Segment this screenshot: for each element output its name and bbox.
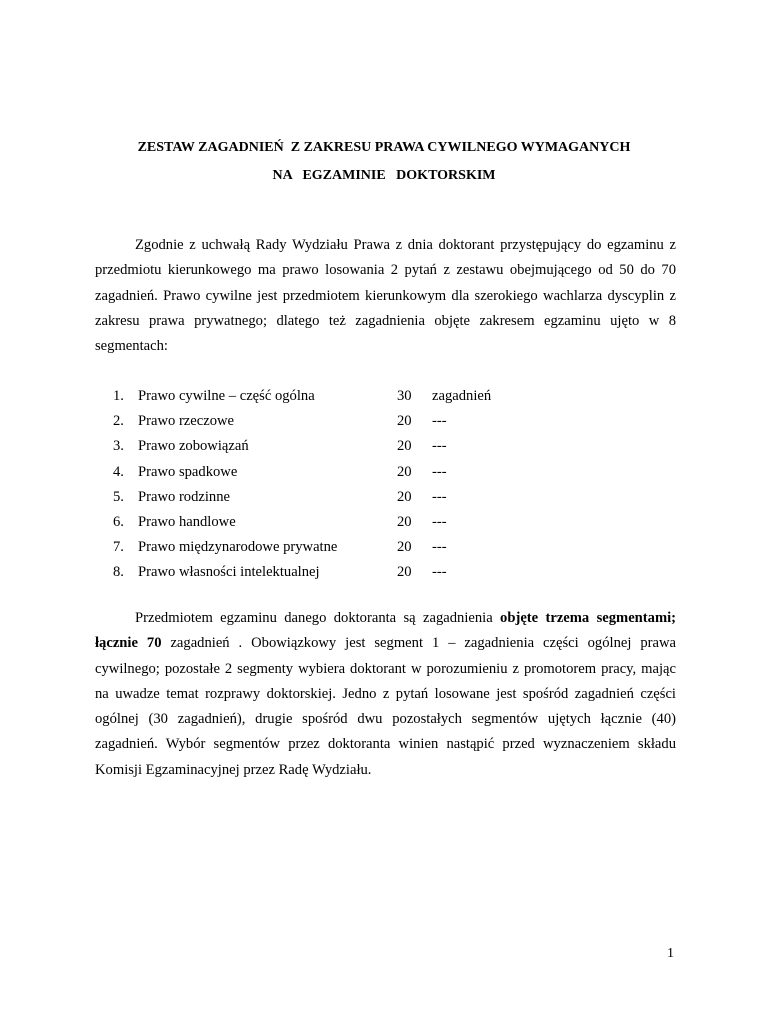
list-item [105,434,555,459]
title-line-2: NA EGZAMINIE DOKTORSKIM [272,168,496,183]
item-number: 3. [113,438,124,455]
item-unit: --- [432,513,447,530]
exam-rules-text-1: Przedmiotem egzaminu danego doktoranta są zagadnienia [135,610,501,626]
item-name: Prawo własności intelektualnej [138,564,320,581]
item-number: 5. [113,488,124,505]
list-item [105,409,555,434]
item-unit: --- [432,413,447,430]
item-unit: --- [432,539,447,556]
item-name: Prawo zobowiązań [138,438,249,455]
title-line-1: ZESTAW ZAGADNIEŃ Z ZAKRESU PRAWA CYWILNEGO WYMAGANYCH [137,140,631,155]
item-count: 20 [397,539,412,556]
intro-paragraph [95,233,676,359]
list-item [105,384,555,409]
exam-rules-paragraph [95,606,676,783]
list-item [105,535,555,560]
item-count: 20 [397,463,412,480]
list-item [105,460,555,485]
list-item [105,485,555,510]
segments-list [105,384,555,586]
item-name: Prawo międzynarodowe prywatne [138,539,338,556]
item-count: 20 [397,438,412,455]
item-unit: --- [432,488,447,505]
item-name: Prawo spadkowe [138,463,238,480]
intro-paragraph-text: Zgodnie z uchwałą Rady Wydziału Prawa z dnia doktorant przystępujący do egzaminu z przedmiotu kierunkowego ma prawo losowania 2 pytań z zestawu obejmującego od 50 do 70 zagadnień. Prawo cywilne jest przedmiotem kierunkowym dla szerokiego wachlarza dyscyplin z zakresu prawa prywatnego; dlatego też zagadnienia objęte zakresem egzaminu ujęto w 8 segmentach: [95,237,676,355]
item-unit: --- [432,463,447,480]
exam-rules-text-2: zagadnień . Obowiązkowy jest segment 1 – zagadnienia części ogólnej prawa cywilnego; pozostałe 2 segmenty wybiera doktorant w porozumieniu z promotorem pracy, mając na uwadze temat rozprawy doktorskiej. Jedno z pytań losowane jest spośród zagadnień części ogólnej (30 zagadnień), drugie spośród dwu pozostałych segmentów ujętych łącznie (40) zagadnień. Wybór segmentów przez doktoranta winien nastąpić przed wyznaczeniem składu Komisji Egzaminacyjnej przez Radę Wydziału. [95,635,676,778]
item-number: 1. [113,388,124,404]
item-number: 7. [113,539,124,556]
exam-rules-bold-text: objęte trzema segmentami; łącznie 70 [95,610,677,652]
item-count: 30 [397,388,412,404]
item-name: Prawo handlowe [138,513,236,530]
list-item [105,510,555,535]
item-unit: zagadnień [432,388,492,404]
item-number: 4. [113,463,124,480]
list-item [105,560,555,585]
item-number: 2. [113,413,124,430]
item-unit: --- [432,438,447,455]
item-count: 20 [397,488,412,505]
item-name: Prawo cywilne – część ogólna [138,388,315,404]
item-name: Prawo rodzinne [138,488,230,505]
item-name: Prawo rzeczowe [138,413,235,430]
item-number: 6. [113,513,124,530]
item-count: 20 [397,413,412,430]
document-title [0,134,768,190]
item-unit: --- [432,564,447,581]
item-number: 8. [113,564,124,581]
item-count: 20 [397,513,412,530]
page-number: 1 [667,946,674,961]
item-count: 20 [397,564,412,581]
